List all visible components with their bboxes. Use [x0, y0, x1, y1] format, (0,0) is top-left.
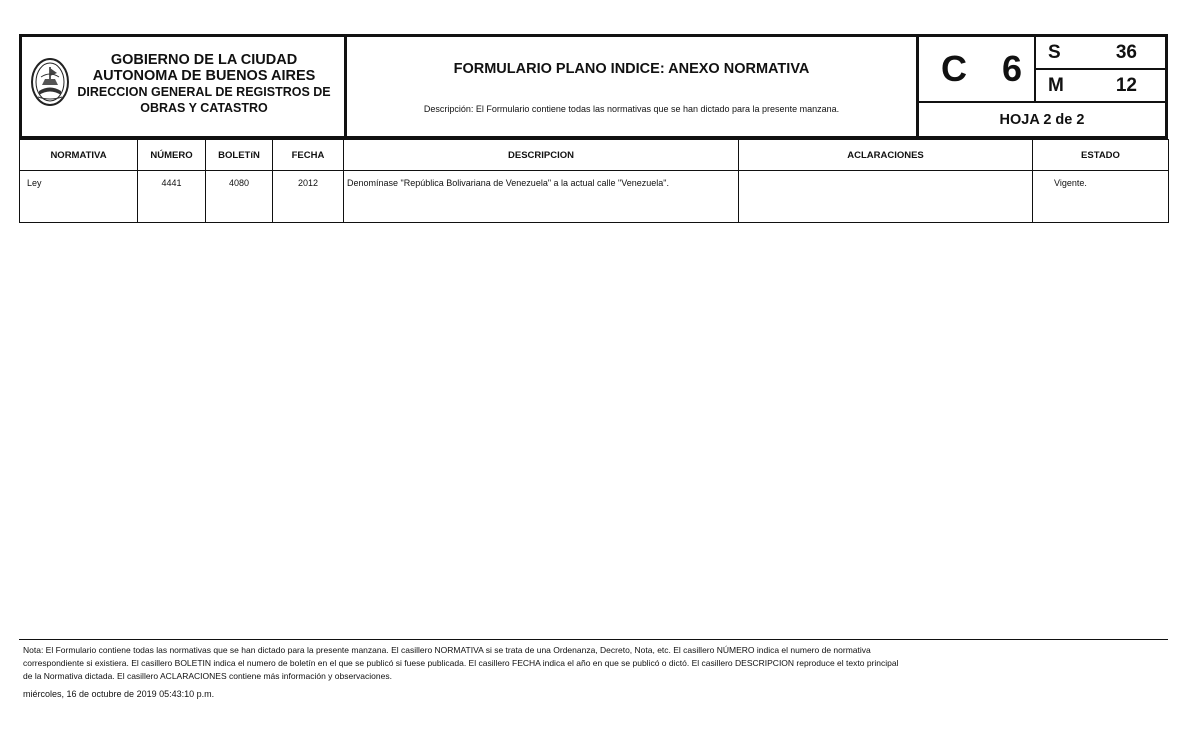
note-line: correspondiente si existiera. El casillero BOLETIN indica el numero de boletín en el que se publicó si fuese publicada. El casillero FECHA indica el año en que se publicó o dictó. El casillero DESCRIPCION reproduce el texto principal: [23, 658, 899, 668]
document-header: [19, 34, 1168, 139]
note-line: de la Normativa dictada. El casillero ACLARACIONES contiene más información y observaciones.: [23, 671, 392, 681]
note-line: Nota: El Formulario contiene todas las normativas que se han dictado para la presente manzana. El casillero NORMATIVA si se trata de una Ordenanza, Decreto, Nota, etc. El casillero NÚMERO indica el numero de normativa: [23, 645, 871, 655]
manzana-label: M: [1048, 74, 1064, 96]
footer-note: [23, 644, 903, 683]
column-header-fecha: FECHA: [273, 140, 344, 171]
seccion-label: S: [1048, 41, 1061, 63]
seccion-manzana-column: [1036, 37, 1165, 101]
cell-normativa: Ley: [20, 171, 138, 223]
codes-top-row: [919, 37, 1165, 103]
cell-numero: 4441: [138, 171, 206, 223]
footer-divider: [19, 639, 1168, 640]
print-timestamp: miércoles, 16 de octubre de 2019 05:43:10 p.m.: [23, 689, 215, 699]
cell-boletin: 4080: [206, 171, 273, 223]
column-header-aclaraciones: ACLARACIONES: [739, 140, 1033, 171]
column-header-boletin: BOLETíN: [206, 140, 273, 171]
form-title: FORMULARIO PLANO INDICE: ANEXO NORMATIVA: [453, 61, 810, 77]
city-seal-icon: [30, 57, 70, 107]
org-line: DIRECCION GENERAL DE REGISTROS DE: [77, 85, 331, 99]
manzana-row: [1036, 68, 1165, 101]
seccion-row: [1036, 37, 1165, 68]
column-header-estado: ESTADO: [1033, 140, 1169, 171]
form-description: Descripción: El Formulario contiene todas las normativas que se han dictado para la presente manzana.: [423, 104, 840, 114]
seccion-value: 36: [1115, 41, 1137, 63]
form-title-block: [347, 37, 919, 136]
cell-fecha: 2012: [273, 171, 344, 223]
column-header-numero: NÚMERO: [138, 140, 206, 171]
cell-aclaraciones: [739, 171, 1033, 223]
table-header-row: [20, 140, 1169, 171]
cadastral-codes-block: [919, 37, 1165, 136]
circunscripcion-value: 6: [1001, 48, 1022, 89]
org-line: AUTONOMA DE BUENOS AIRES: [92, 68, 316, 84]
org-line: OBRAS Y CATASTRO: [140, 101, 268, 115]
org-line: GOBIERNO DE LA CIUDAD: [110, 52, 298, 68]
cell-descripcion: Denomínase "República Bolivariana de Venezuela" a la actual calle "Venezuela".: [344, 171, 739, 223]
manzana-value: 12: [1115, 74, 1137, 96]
normativa-table: [19, 139, 1169, 223]
organization-block: [22, 37, 347, 136]
circunscripcion-cell: [919, 37, 1036, 101]
circunscripcion-label: C: [941, 48, 967, 89]
cell-estado: Vigente.: [1033, 171, 1169, 223]
column-header-descripcion: DESCRIPCION: [344, 140, 739, 171]
table-row: [20, 171, 1169, 223]
column-header-normativa: NORMATIVA: [20, 140, 138, 171]
sheet-number: HOJA 2 de 2: [999, 111, 1085, 128]
organization-name: [72, 52, 336, 116]
